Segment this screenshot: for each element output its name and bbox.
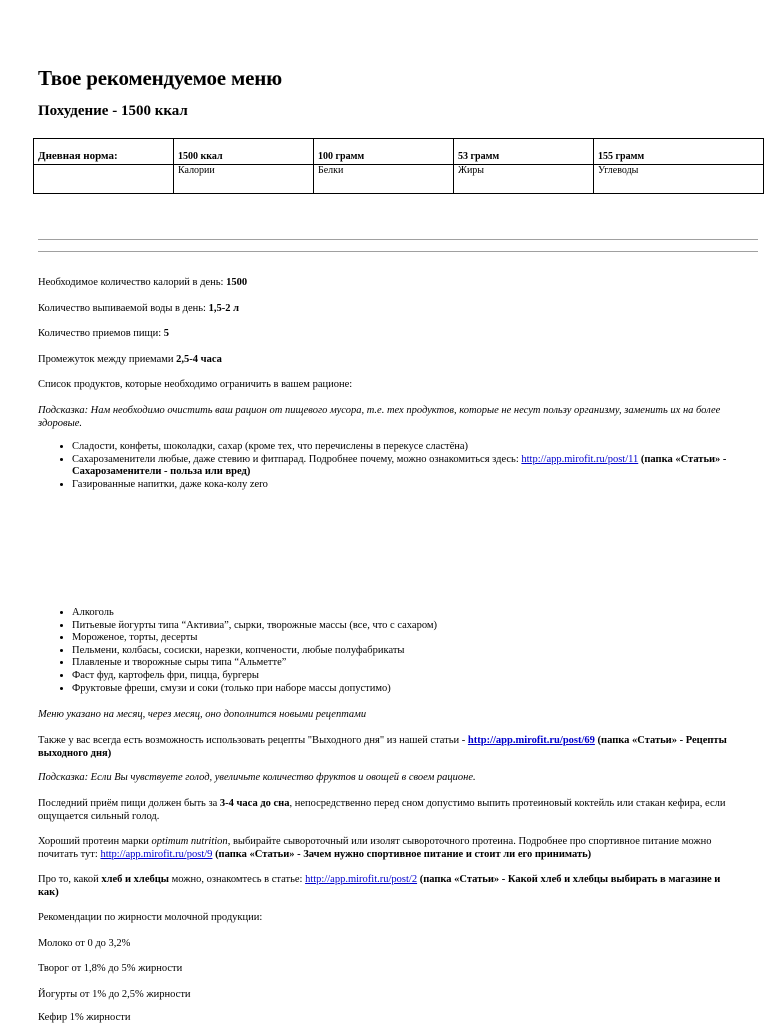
meals-label: Количество приемов пищи: [38, 328, 164, 339]
weekend-folder-note: (папка «Статьи» - Рецепты выходного дня) [38, 735, 727, 759]
norm-fat-name: Жиры [454, 165, 594, 194]
interval-value: 2,5-4 часа [176, 354, 222, 365]
list-item: • Фаст фуд, картофель фри, пицца, бургеры [72, 670, 762, 683]
norm-protein-name: Белки [314, 165, 454, 194]
bread-link[interactable]: http://app.mirofit.ru/post/2 [305, 874, 418, 885]
norm-protein-value: 100 грамм [314, 139, 454, 165]
restrict-list-2 [38, 607, 762, 695]
dairy-milk: Молоко от 0 до 3,2% [38, 938, 131, 949]
hint-hunger: Подсказка: Если Вы чувствуете голод, увеличьте количество фруктов и овощей в своем рационе. [38, 772, 476, 783]
sport-nutrition-link[interactable]: http://app.mirofit.ru/post/9 [100, 849, 213, 860]
hint-cleanup: Подсказка: Нам необходимо очистить ваш рацион от пищевого мусора, т.е. тех продуктов, которые не несут пользу организму, заменить их на более здоровые. [38, 405, 721, 429]
protein-line [38, 835, 728, 861]
daily-norm-table-wrap [33, 138, 764, 194]
list-item: • Сладости, конфеты, шоколадки, сахар (кроме тех, что перечислены в перекусе сластёна) [72, 441, 762, 454]
protein-text-2: , выбирайте сывороточный или изолят сывороточного протеина. Подробнее про спортивное питание можно почитать тут: [38, 836, 712, 860]
water-line [38, 302, 239, 315]
list-item: • Фруктовые фреши, смузи и соки (только при наборе массы допустимо) [72, 683, 762, 696]
restrict-heading: Список продуктов, которые необходимо ограничить в вашем рационе: [38, 379, 353, 390]
bread-bold: хлеб и хлебцы [101, 874, 169, 885]
protein-brand: optimum nutrition [151, 836, 228, 847]
calories-label: Необходимое количество калорий в день: [38, 277, 227, 288]
list-item-text: Сахарозаменители любые, даже стевию и фитпарад. Подробнее почему, можно ознакомиться здесь: [72, 453, 522, 465]
meals-line [38, 327, 169, 340]
last-meal-hours: 3-4 часа до сна [219, 798, 290, 809]
norm-calories-name: Калории [174, 165, 314, 194]
menu-note: Меню указано на месяц, через месяц, оно дополнится новыми рецептами [38, 709, 367, 720]
bread-line [38, 873, 728, 899]
dairy-cottage-cheese: Творог от 1,8% до 5% жирности [38, 963, 183, 974]
restrict-list-1 [38, 441, 762, 491]
norm-carbs-value: 155 грамм [594, 139, 764, 165]
dairy-kefir: Кефир 1% жирности [38, 1012, 131, 1023]
sweeteners-link[interactable]: http://app.mirofit.ru/post/11 [521, 453, 639, 465]
list-item: • Алкоголь [72, 607, 762, 620]
dairy-heading: Рекомендации по жирности молочной продукции: [38, 912, 263, 923]
norm-empty-cell [34, 165, 174, 194]
list-item: • Мороженое, торты, десерты [72, 632, 762, 645]
list-item: • Плавленые и творожные сыры типа “Альметте” [72, 657, 762, 670]
list-item: • Питьевые йогурты типа “Активиа”, сырки, творожные массы (все, что с сахаром) [72, 620, 762, 633]
divider-bottom [38, 251, 758, 252]
bread-folder-note: (папка «Статьи» - Какой хлеб и хлебцы выбирать в магазине и как) [38, 874, 721, 898]
weekend-link[interactable]: http://app.mirofit.ru/post/69 [467, 735, 595, 746]
list-item: • Пельмени, колбасы, сосиски, нарезки, копчености, любые полуфабрикаты [72, 645, 762, 658]
protein-text: Хороший протеин марки [38, 836, 152, 847]
list-item [72, 454, 762, 479]
weekend-text: Также у вас всегда есть возможность использовать рецепты "Выходного дня" из нашей статьи - [38, 735, 468, 746]
bread-text: Про то, какой [38, 874, 102, 885]
daily-norm-table [33, 138, 764, 194]
water-value: 1,5-2 л [208, 303, 239, 314]
norm-label: Дневная норма: [34, 139, 174, 165]
norm-calories-value: 1500 ккал [174, 139, 314, 165]
page-title: Твое рекомендуемое меню [38, 66, 282, 90]
water-label: Количество выпиваемой воды в день: [38, 303, 209, 314]
last-meal-line [38, 797, 728, 823]
interval-line [38, 353, 222, 366]
sweeteners-folder-note: (папка «Статьи» - Сахарозаменители - польза или вред) [72, 453, 727, 478]
norm-carbs-name: Углеводы [594, 165, 764, 194]
page-subtitle: Похудение - 1500 ккал [38, 103, 188, 119]
bread-text-2: можно, ознакомтесь в статье: [168, 874, 306, 885]
norm-fat-value: 53 грамм [454, 139, 594, 165]
calories-line [38, 276, 247, 289]
calories-value: 1500 [226, 277, 248, 288]
dairy-yogurt: Йогурты от 1% до 2,5% жирности [38, 989, 191, 1000]
weekend-recipes-line [38, 734, 728, 760]
meals-value: 5 [163, 328, 170, 339]
last-meal-text-2: , непосредственно перед сном допустимо выпить протеиновый коктейль или стакан кефира, если ощущается сильный голод. [38, 798, 726, 822]
list-item: • Газированные напитки, даже кока-колу zero [72, 479, 762, 492]
divider-top [38, 239, 758, 240]
protein-folder-note: (папка «Статьи» - Зачем нужно спортивное питание и стоит ли его принимать) [212, 849, 592, 860]
interval-label: Промежуток между приемами [38, 354, 177, 365]
last-meal-text: Последний приём пищи должен быть за [38, 798, 220, 809]
